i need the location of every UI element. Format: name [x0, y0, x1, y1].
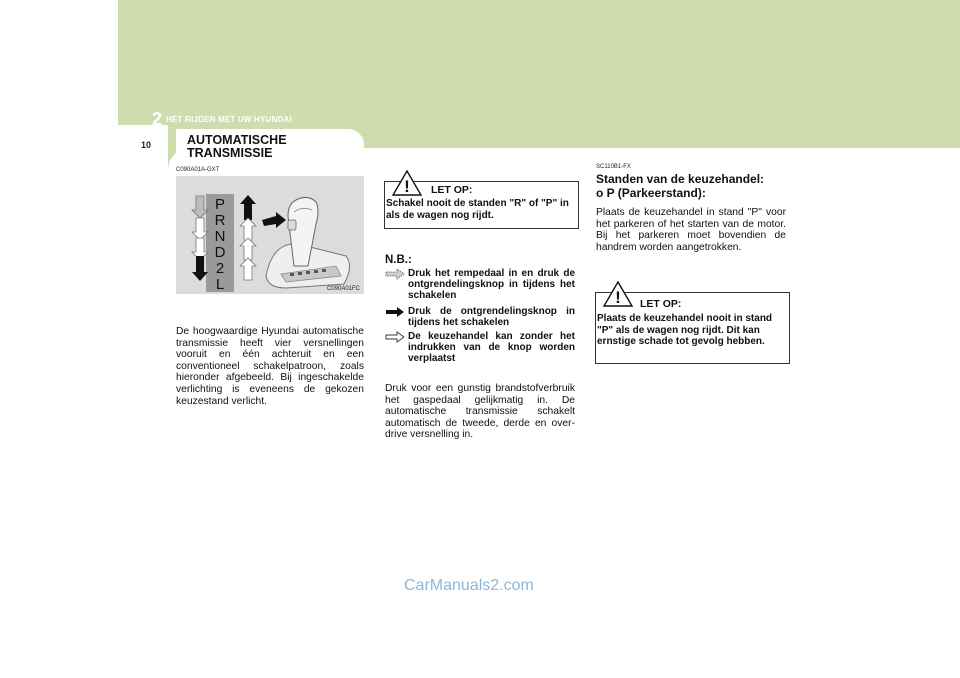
nb-item-text: Druk het rempedaal in en druk de ontgrendelingsknop in tijdens het schakelen [408, 268, 575, 302]
nb-item-text: Druk de ontgrendelingsknop in tijdens het schakelen [408, 306, 575, 329]
figure-code: C090A01FC [326, 286, 360, 292]
chapter-number: 2 [152, 109, 163, 129]
outline-arrow-icon [240, 258, 256, 280]
sub-heading [596, 172, 796, 200]
solid-arrow-icon [385, 306, 405, 318]
gear-l: L [215, 276, 225, 293]
warning-triangle-icon [392, 170, 422, 196]
gear-p: P [214, 196, 226, 213]
outline-arrow-icon [240, 238, 256, 260]
gear-d: D [214, 244, 226, 261]
park-paragraph: Plaats de keuzehandel in stand "P" voor het parkeren of het starten van de motor. Bij het parkeren moet bovendien de handrem worden aangetrokken. [596, 207, 786, 253]
press-arrow-icon [262, 212, 286, 228]
solid-arrow-icon [192, 256, 208, 281]
fuel-paragraph: Druk voor een gunstig brandstofverbruik het gaspedaal gelijkmatig in. De automatische transmissie schakelt automatisch de tweede, derde en over-drive versnelling in. [385, 383, 575, 441]
left-arrow-group [192, 196, 208, 281]
dotted-arrow-icon [192, 196, 208, 218]
page-number: 10 [141, 140, 152, 150]
nb-item [385, 331, 575, 367]
outline-arrow-icon [240, 218, 256, 240]
solid-arrow-icon [240, 195, 256, 220]
warning-text-2: Plaats de keuzehandel nooit in stand "P" als de wagen nog rijdt. Dit kan ernstige schade tot gevolg hebben. [597, 313, 773, 347]
intro-paragraph: De hoogwaardige Hyundai automatische transmissie heeft vier versnellingen vooruit en één achteruit en een conventioneel schakelpatroon, zoals hieronder afgebeeld. Bij ingeschakelde verlichting is eveneens de gekozen keuzestand verlicht. [176, 326, 364, 407]
lever-drawing [262, 197, 350, 288]
right-arrow-group [240, 195, 256, 280]
nb-item [385, 268, 575, 304]
nb-item [385, 306, 575, 330]
warning-triangle-icon [603, 281, 633, 307]
outline-arrow-icon [192, 218, 208, 240]
sub-heading-line-2: o P (Parkeerstand): [596, 186, 706, 200]
dotted-arrow-icon [385, 268, 405, 280]
watermark: CarManuals2.com [404, 577, 534, 594]
section-code: C090A01A-GXT [176, 167, 220, 173]
release-button [288, 220, 296, 230]
warning-title-1: LET OP: [431, 184, 473, 196]
gear-2: 2 [215, 260, 225, 277]
svg-text:!: ! [404, 177, 410, 196]
svg-text:!: ! [615, 288, 621, 307]
gear-n: N [214, 228, 226, 245]
nb-item-text: De keuzehandel kan zonder het indrukken van de knop worden verplaatst [408, 331, 575, 365]
warning-text-1: Schakel nooit de standen "R" of "P" in als de wagen nog rijdt. [386, 198, 569, 221]
shift-lever-figure [176, 176, 364, 294]
warning-title-2: LET OP: [640, 298, 682, 310]
shift-lever-illustration [176, 176, 364, 294]
header-band [118, 0, 960, 125]
nb-title: N.B.: [385, 254, 412, 266]
section-code-right: SC110B1-FX [596, 164, 631, 170]
sub-heading-line-1: Standen van de keuzehandel: [596, 172, 765, 186]
section-title: AUTOMATISCHE TRANSMISSIE [187, 133, 287, 160]
outline-arrow-icon [385, 331, 405, 343]
gear-r: R [214, 212, 226, 229]
chapter-title: HET RIJDEN MET UW HYUNDAI [166, 115, 292, 124]
